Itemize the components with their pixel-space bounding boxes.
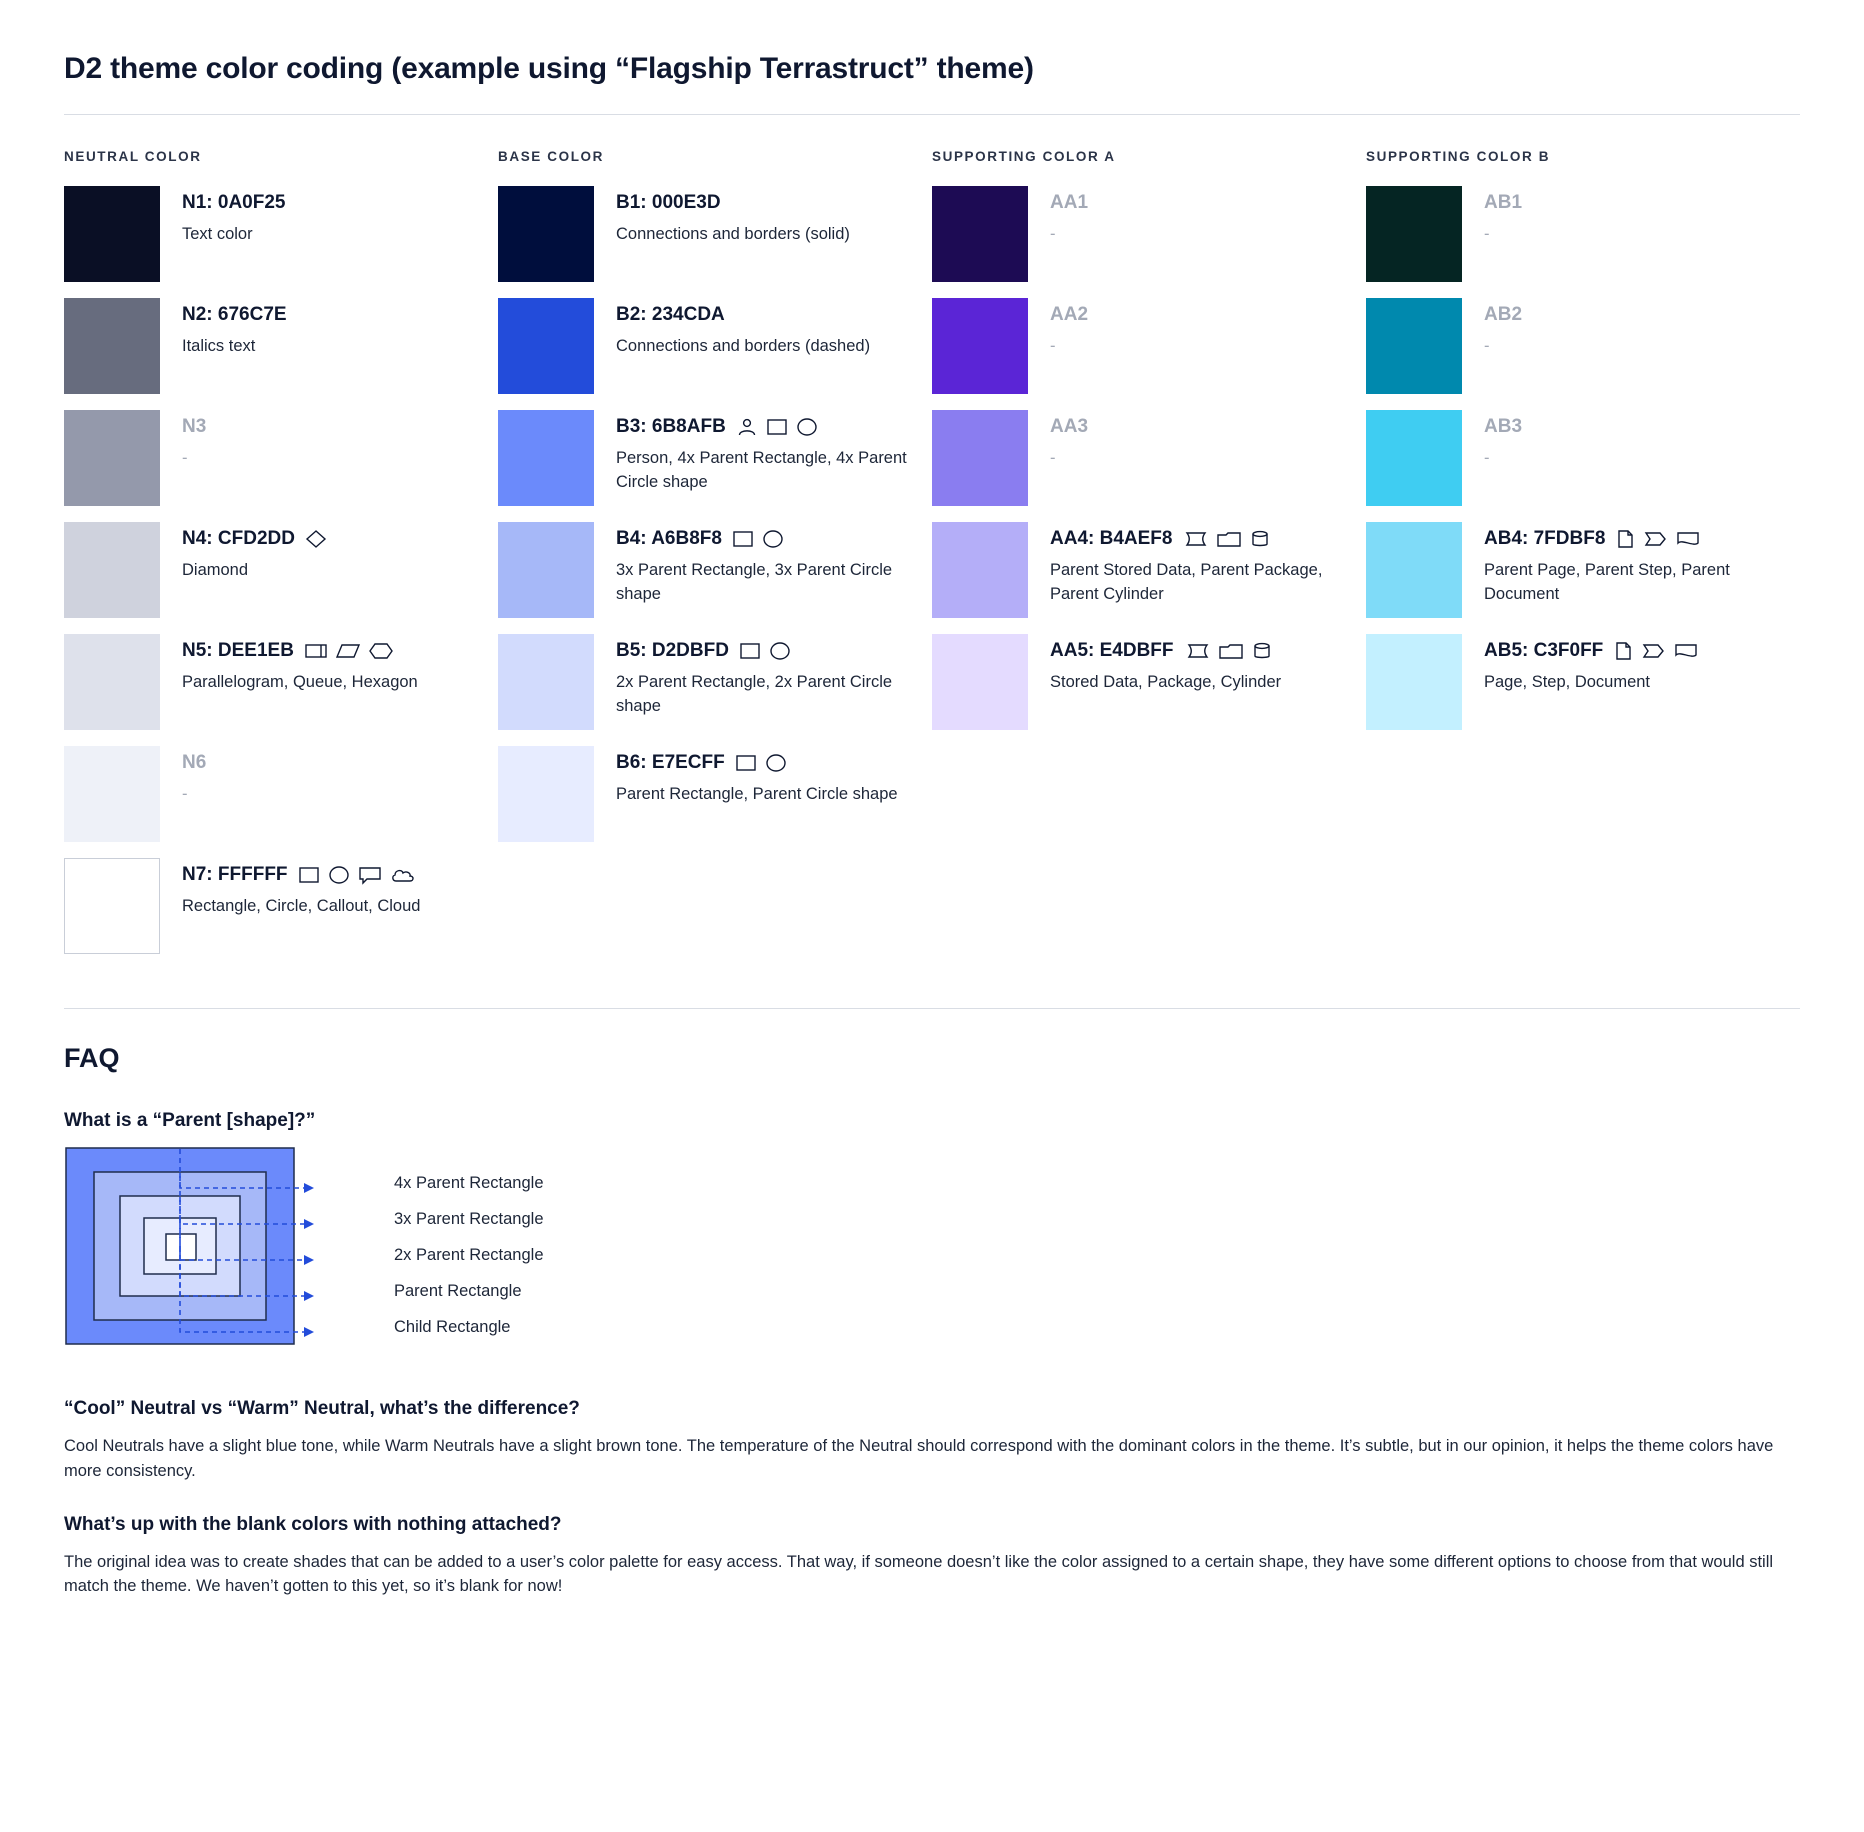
- color-column: [1366, 149, 1800, 970]
- swatch-label: [182, 640, 418, 663]
- swatch-description: Diamond: [182, 560, 249, 579]
- swatch-description: Person, 4x Parent Rectangle, 4x Parent Circle shape: [616, 448, 907, 491]
- color-swatch: [1366, 186, 1462, 282]
- document-icon: [1673, 641, 1699, 661]
- swatch-description: Page, Step, Document: [1484, 672, 1651, 691]
- nest-legend-item: 3x Parent Rectangle: [394, 1210, 544, 1228]
- shape-icon-group: [1182, 529, 1270, 549]
- swatch-label: [1050, 192, 1088, 215]
- column-heading: SUPPORTING COLOR A: [932, 149, 1116, 164]
- swatch-label: [182, 864, 420, 887]
- swatch-code: B5: D2DBFD: [616, 640, 729, 661]
- color-swatch-row: [64, 522, 474, 618]
- swatch-body: [1462, 634, 1699, 695]
- color-swatch-row: [932, 522, 1342, 618]
- swatch-code: B4: A6B8F8: [616, 528, 722, 549]
- color-swatch: [1366, 634, 1462, 730]
- swatch-code: N1: 0A0F25: [182, 192, 286, 213]
- shape-icon-group: [739, 641, 791, 661]
- swatch-code: AB3: [1484, 416, 1523, 437]
- swatch-code: AA3: [1050, 416, 1089, 437]
- nest-legend-item: Parent Rectangle: [394, 1282, 522, 1300]
- package-icon: [1218, 641, 1244, 661]
- swatch-label: [616, 192, 850, 215]
- color-swatch: [1366, 522, 1462, 618]
- color-swatch: [932, 410, 1028, 506]
- color-swatch: [932, 634, 1028, 730]
- column-heading: BASE COLOR: [498, 149, 605, 164]
- swatch-body: [160, 858, 420, 919]
- swatch-description: -: [1050, 448, 1056, 467]
- faq-question-1: What is a “Parent [shape]?”: [64, 1110, 316, 1131]
- faq-question-2: “Cool” Neutral vs “Warm” Neutral, what’s the difference?: [64, 1398, 580, 1419]
- swatch-code: AA2: [1050, 304, 1089, 325]
- color-swatch-row: [932, 298, 1342, 394]
- color-swatch: [498, 186, 594, 282]
- color-swatch: [64, 298, 160, 394]
- color-column: [64, 149, 498, 970]
- nest-legend: [394, 1146, 754, 1346]
- swatch-code: N4: CFD2DD: [182, 528, 295, 549]
- swatch-description: -: [182, 448, 188, 467]
- swatch-label: [616, 304, 870, 327]
- swatch-label: [182, 752, 206, 775]
- swatch-label: [1484, 304, 1522, 327]
- swatch-body: [594, 298, 870, 359]
- color-swatch: [64, 746, 160, 842]
- swatch-label: [182, 192, 286, 215]
- color-swatch-row: [1366, 186, 1776, 282]
- swatch-description: Connections and borders (solid): [616, 224, 850, 243]
- swatch-code: B1: 000E3D: [616, 192, 721, 213]
- circle-icon: [769, 641, 791, 661]
- color-swatch-row: [64, 298, 474, 394]
- color-swatch-row: [498, 634, 908, 730]
- color-swatch-row: [498, 746, 908, 842]
- rectangle-icon: [766, 417, 788, 437]
- page-title: D2 theme color coding (example using “Flagship Terrastruct” theme): [64, 52, 1034, 85]
- swatch-description: Connections and borders (dashed): [616, 336, 871, 355]
- rectangle-icon: [735, 753, 757, 773]
- swatch-label: [1484, 192, 1522, 215]
- faq-divider: [64, 1008, 1800, 1009]
- color-swatch: [498, 410, 594, 506]
- swatch-description: 2x Parent Rectangle, 2x Parent Circle shape: [616, 672, 893, 715]
- swatch-code: B6: E7ECFF: [616, 752, 725, 773]
- swatch-label: [182, 416, 206, 439]
- person-icon: [736, 417, 758, 437]
- page-icon: [1613, 641, 1633, 661]
- swatch-code: N2: 676C7E: [182, 304, 287, 325]
- color-swatch: [1366, 298, 1462, 394]
- swatch-description: Text color: [182, 224, 253, 243]
- swatch-body: [160, 522, 327, 583]
- rectangle-icon: [298, 865, 320, 885]
- faq-item-parent-shape: [64, 1110, 1800, 1356]
- color-swatch-row: [64, 410, 474, 506]
- parallelogram-icon: [336, 641, 360, 661]
- shape-icon-group: [1184, 641, 1272, 661]
- swatch-label: [616, 416, 908, 439]
- circle-icon: [765, 753, 787, 773]
- swatch-body: [594, 634, 908, 719]
- swatch-code: AB4: 7FDBF8: [1484, 528, 1606, 549]
- color-swatch: [1366, 410, 1462, 506]
- package-icon: [1216, 529, 1242, 549]
- swatch-description: 3x Parent Rectangle, 3x Parent Circle shape: [616, 560, 893, 603]
- swatch-body: [160, 746, 206, 807]
- color-swatch: [932, 522, 1028, 618]
- swatch-body: [594, 522, 908, 607]
- cylinder-icon: [1250, 529, 1270, 549]
- color-columns: [64, 149, 1800, 970]
- circle-icon: [796, 417, 818, 437]
- callout-icon: [358, 865, 382, 885]
- color-swatch-row: [64, 186, 474, 282]
- swatch-body: [160, 410, 206, 471]
- color-swatch-row: [498, 410, 908, 506]
- shape-icon-group: [298, 865, 416, 885]
- nest-legend-item: Child Rectangle: [394, 1318, 511, 1336]
- color-swatch-row: [1366, 634, 1776, 730]
- queue-icon: [304, 641, 328, 661]
- swatch-code: N6: [182, 752, 207, 773]
- color-swatch-row: [64, 634, 474, 730]
- color-swatch: [64, 522, 160, 618]
- circle-icon: [762, 529, 784, 549]
- swatch-label: [616, 528, 908, 551]
- swatch-description: Italics text: [182, 336, 256, 355]
- nest-legend-item: 4x Parent Rectangle: [394, 1174, 544, 1192]
- storeddata-icon: [1184, 641, 1210, 661]
- page-icon: [1615, 529, 1635, 549]
- shape-icon-group: [732, 529, 784, 549]
- swatch-body: [1028, 298, 1088, 359]
- swatch-description: Parent Rectangle, Parent Circle shape: [616, 784, 898, 803]
- swatch-label: [1484, 416, 1522, 439]
- color-swatch: [932, 298, 1028, 394]
- color-swatch: [498, 298, 594, 394]
- swatch-body: [160, 186, 286, 247]
- color-swatch-row: [498, 298, 908, 394]
- shape-icon-group: [736, 417, 818, 437]
- swatch-body: [1028, 634, 1281, 695]
- color-swatch: [498, 746, 594, 842]
- swatch-description: -: [1484, 448, 1490, 467]
- swatch-label: [1484, 640, 1699, 663]
- swatch-description: Stored Data, Package, Cylinder: [1050, 672, 1282, 691]
- swatch-description: -: [1050, 336, 1056, 355]
- diamond-icon: [305, 529, 327, 549]
- document-icon: [1675, 529, 1701, 549]
- swatch-label: [616, 752, 898, 775]
- swatch-label: [616, 640, 908, 663]
- faq-item-blank-colors: [64, 1514, 1800, 1600]
- swatch-code: AA5: E4DBFF: [1050, 640, 1174, 661]
- column-heading: NEUTRAL COLOR: [64, 149, 202, 164]
- swatch-body: [1462, 298, 1522, 359]
- cloud-icon: [390, 865, 416, 885]
- title-divider: [64, 114, 1800, 115]
- nest-legend-item: 2x Parent Rectangle: [394, 1246, 544, 1264]
- swatch-body: [1028, 186, 1088, 247]
- step-icon: [1643, 529, 1667, 549]
- color-swatch-row: [932, 410, 1342, 506]
- color-swatch-row: [932, 186, 1342, 282]
- swatch-code: N7: FFFFFF: [182, 864, 288, 885]
- faq-item-cool-warm: [64, 1398, 1800, 1484]
- color-swatch: [64, 634, 160, 730]
- faq-heading: FAQ: [64, 1043, 120, 1073]
- storeddata-icon: [1182, 529, 1208, 549]
- shape-icon-group: [1615, 529, 1701, 549]
- color-swatch-row: [64, 858, 474, 954]
- swatch-code: AA4: B4AEF8: [1050, 528, 1173, 549]
- color-swatch: [498, 634, 594, 730]
- cylinder-icon: [1252, 641, 1272, 661]
- rectangle-icon: [732, 529, 754, 549]
- faq-question-3: What’s up with the blank colors with nothing attached?: [64, 1513, 562, 1535]
- color-swatch-row: [498, 522, 908, 618]
- color-swatch: [64, 410, 160, 506]
- swatch-label: [1050, 640, 1281, 663]
- color-swatch-row: [64, 746, 474, 842]
- hexagon-icon: [368, 641, 394, 661]
- swatch-code: AB2: [1484, 304, 1523, 325]
- swatch-code: AB5: C3F0FF: [1484, 640, 1604, 661]
- swatch-description: Parent Page, Parent Step, Parent Document: [1484, 560, 1730, 603]
- swatch-body: [160, 298, 287, 359]
- shape-icon-group: [735, 753, 787, 773]
- color-swatch-row: [1366, 410, 1776, 506]
- color-column: [498, 149, 932, 970]
- swatch-body: [160, 634, 418, 695]
- swatch-body: [1462, 522, 1776, 607]
- shape-icon-group: [1613, 641, 1699, 661]
- color-swatch-row: [498, 186, 908, 282]
- color-swatch: [932, 186, 1028, 282]
- swatch-code: N3: [182, 416, 207, 437]
- swatch-body: [1028, 522, 1342, 607]
- swatch-code: AA1: [1050, 192, 1089, 213]
- swatch-label: [182, 528, 327, 551]
- swatch-label: [1050, 528, 1342, 551]
- color-swatch-row: [932, 634, 1342, 730]
- swatch-description: -: [1484, 224, 1490, 243]
- swatch-description: -: [1050, 224, 1056, 243]
- swatch-description: Parent Stored Data, Parent Package, Parent Cylinder: [1050, 560, 1323, 603]
- swatch-label: [1050, 304, 1088, 327]
- swatch-body: [594, 746, 898, 807]
- shape-icon-group: [304, 641, 394, 661]
- swatch-body: [594, 410, 908, 495]
- color-swatch: [64, 858, 160, 954]
- parent-shape-diagram: [64, 1146, 764, 1356]
- swatch-label: [182, 304, 287, 327]
- column-heading: SUPPORTING COLOR B: [1366, 149, 1551, 164]
- swatch-code: B2: 234CDA: [616, 304, 725, 325]
- rectangle-icon: [739, 641, 761, 661]
- swatch-description: -: [182, 784, 188, 803]
- color-swatch: [498, 522, 594, 618]
- swatch-code: N5: DEE1EB: [182, 640, 294, 661]
- step-icon: [1641, 641, 1665, 661]
- swatch-body: [1028, 410, 1088, 471]
- swatch-label: [1484, 528, 1776, 551]
- shape-icon-group: [305, 529, 327, 549]
- swatch-code: B3: 6B8AFB: [616, 416, 726, 437]
- color-column: [932, 149, 1366, 970]
- swatch-body: [1462, 410, 1522, 471]
- circle-icon: [328, 865, 350, 885]
- swatch-description: -: [1484, 336, 1490, 355]
- swatch-code: AB1: [1484, 192, 1523, 213]
- swatch-body: [1462, 186, 1522, 247]
- faq-answer-2: Cool Neutrals have a slight blue tone, while Warm Neutrals have a slight brown tone. The temperature of the Neutral should correspond with the dominant colors in the theme. It’s subtle, but in our opinion, it helps the theme colors have more consistency.: [64, 1437, 1774, 1480]
- faq-answer-3: The original idea was to create shades that can be added to a user’s color palette for easy access. That way, if someone doesn’t like the color assigned to a certain shape, they have some different options to choose from that would still match the theme. We haven’t gotten to this yet, so it’s blank for now!: [64, 1552, 1774, 1596]
- swatch-body: [594, 186, 850, 247]
- swatch-label: [1050, 416, 1088, 439]
- swatch-description: Rectangle, Circle, Callout, Cloud: [182, 896, 421, 915]
- color-swatch-row: [1366, 298, 1776, 394]
- color-swatch-row: [1366, 522, 1776, 618]
- swatch-description: Parallelogram, Queue, Hexagon: [182, 672, 418, 691]
- color-swatch: [64, 186, 160, 282]
